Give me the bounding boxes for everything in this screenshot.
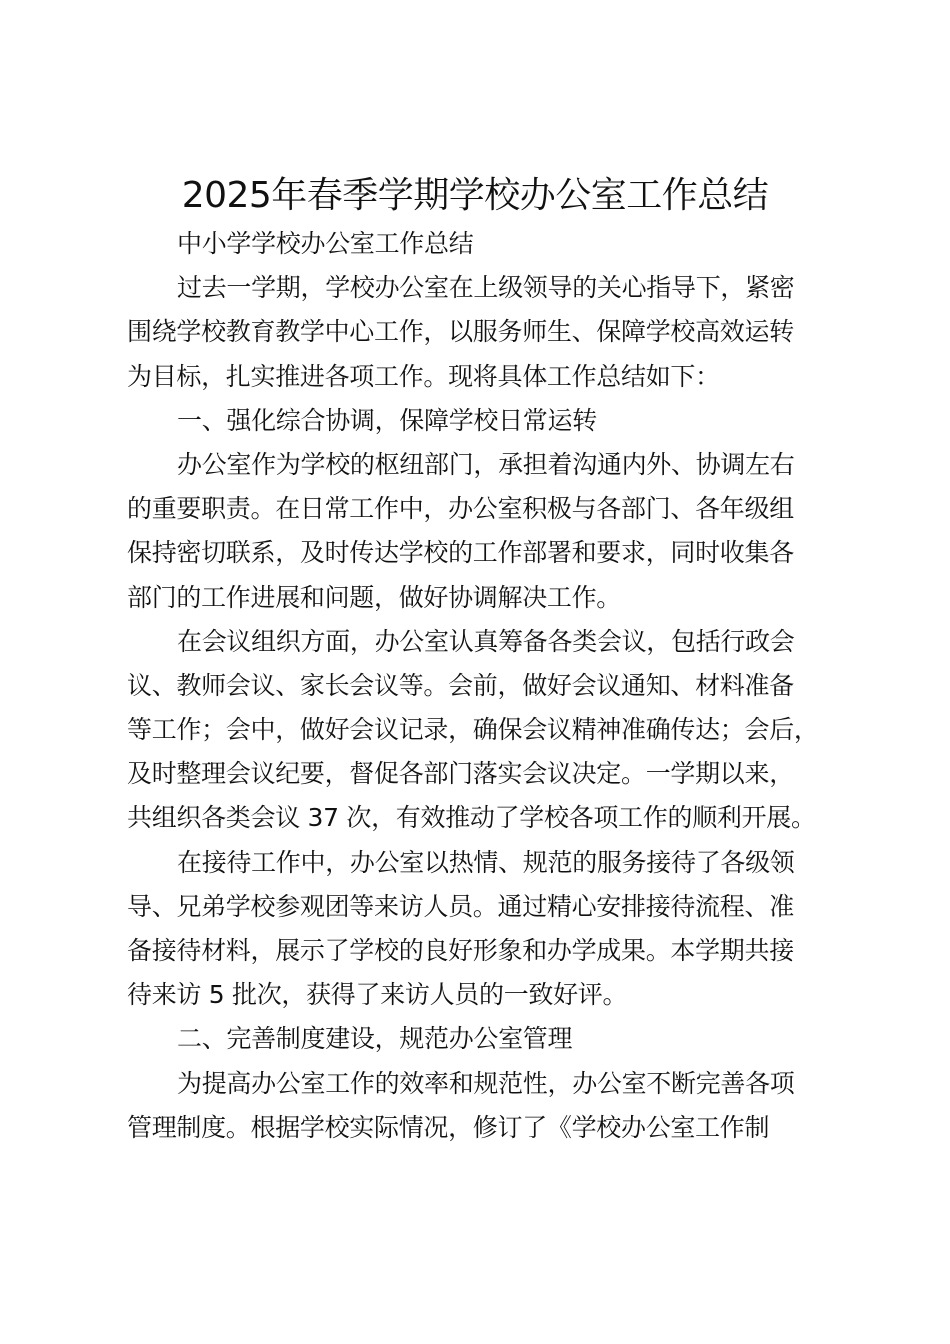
text-line: 待来访 5 批次，获得了来访人员的一致好评。 (127, 980, 628, 1010)
text-line: 的重要职责。在日常工作中，办公室积极与各部门、各年级组 (127, 494, 794, 524)
text-line: 导、兄弟学校参观团等来访人员。通过精心安排接待流程、准 (127, 891, 794, 921)
document-body (127, 222, 843, 1150)
text-line: 部门的工作进展和问题，做好协调解决工作。 (127, 582, 622, 612)
text-line: 及时整理会议纪要，督促各部门落实会议决定。一学期以来， (127, 759, 794, 789)
text-line: 办公室作为学校的枢纽部门，承担着沟通内外、协调左右 (177, 449, 795, 479)
text-line: 围绕学校教育教学中心工作，以服务师生、保障学校高效运转 (127, 317, 794, 347)
text-line: 二、完善制度建设，规范办公室管理 (177, 1024, 573, 1054)
text-line: 共组织各类会议 37 次，有效推动了学校各项工作的顺利开展。 (127, 803, 816, 833)
text-line: 议、教师会议、家长会议等。会前，做好会议通知、材料准备 (127, 670, 794, 700)
text-line: 过去一学期，学校办公室在上级领导的关心指导下，紧密 (177, 273, 795, 303)
text-line: 在接待工作中，办公室以热情、规范的服务接待了各级领 (177, 847, 795, 877)
text-line: 管理制度。根据学校实际情况，修订了《学校办公室工作制 (127, 1112, 770, 1142)
text-line: 为提高办公室工作的效率和规范性，办公室不断完善各项 (177, 1068, 795, 1098)
text-line: 保持密切联系，及时传达学校的工作部署和要求，同时收集各 (127, 538, 794, 568)
text-line: 备接待材料，展示了学校的良好形象和办学成果。本学期共接 (127, 936, 794, 965)
text-line: 一、强化综合协调，保障学校日常运转 (177, 405, 597, 435)
text-line: 等工作；会中，做好会议记录，确保会议精神准确传达；会后， (127, 715, 819, 745)
text-line: 中小学学校办公室工作总结 (177, 229, 474, 258)
document-title: 2025年春季学期学校办公室工作总结 (181, 175, 769, 216)
text-line: 为目标，扎实推进各项工作。现将具体工作总结如下： (127, 361, 720, 391)
text-line: 在会议组织方面，办公室认真筹备各类会议，包括行政会 (177, 626, 795, 656)
